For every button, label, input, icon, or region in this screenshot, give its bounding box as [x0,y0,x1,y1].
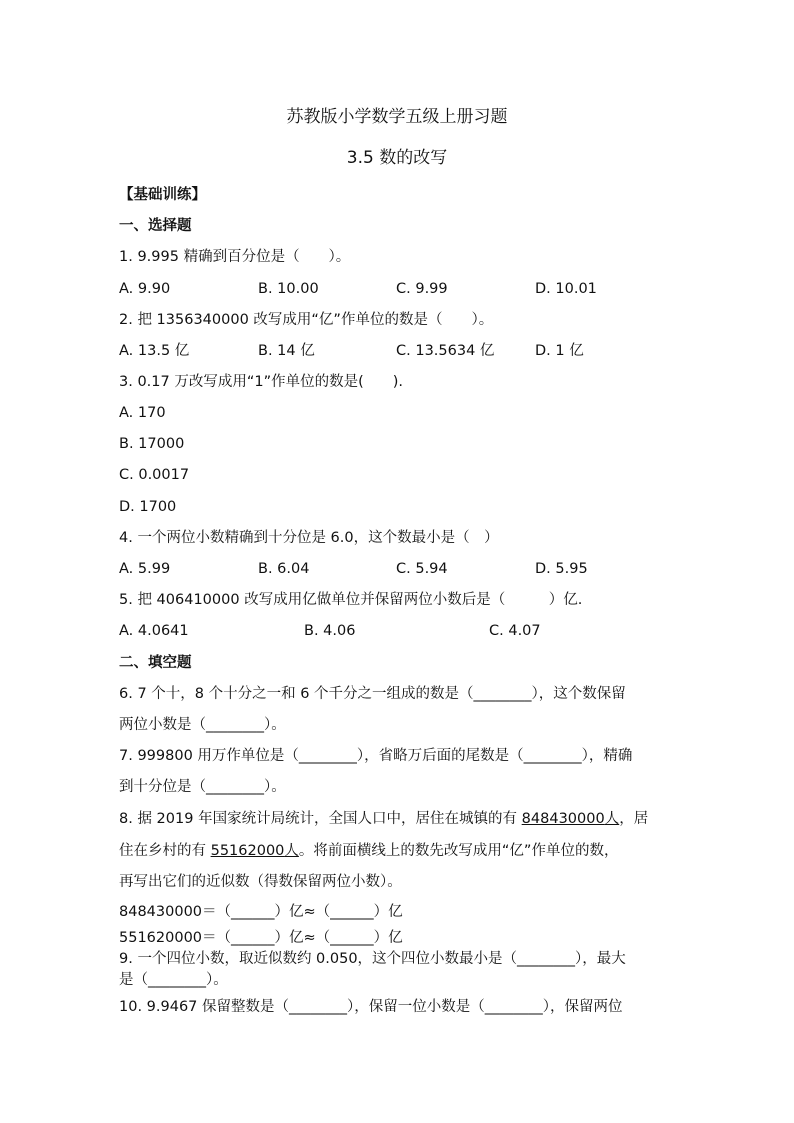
q1-option-a: A. 9.90 [119,281,171,297]
doc-title: 苏教版小学数学五级上册习题 [286,107,508,127]
q1-option-c: C. 9.99 [396,281,448,297]
q2-option-a: A. 13.5 亿 [119,343,190,359]
q2-option-c: C. 13.5634 亿 [396,343,495,359]
q3-stem: 3. 0.17 万改写成用“1”作单位的数是( ). [119,374,404,390]
q9-line2: 是（________）。 [119,972,228,988]
q3-option-d: D. 1700 [119,499,177,515]
q1-option-b: B. 10.00 [258,281,319,297]
q3-option-b: B. 17000 [119,436,185,452]
q8-rural-number: 55162000 [210,843,285,859]
q4-option-a: A. 5.99 [119,561,171,577]
q2-option-d: D. 1 亿 [535,343,584,359]
q8-urban-unit: 人 [604,811,620,827]
section-basic-training: 【基础训练】 [119,187,206,203]
q4-option-c: C. 5.94 [396,561,448,577]
part2-heading: 二、填空题 [119,655,192,671]
q10-line1: 10. 9.9467 保留整数是（________），保留一位小数是（________），保留两位 [119,999,623,1015]
q6-line2: 两位小数是（________）。 [119,717,286,733]
q4-option-b: B. 6.04 [258,561,310,577]
q8-equation2: 551620000＝（______）亿≈（______）亿 [119,930,403,946]
q4-stem: 4. 一个两位小数精确到十分位是 6.0，这个数最小是（ ） [119,530,499,546]
q5-option-c: C. 4.07 [489,623,541,639]
q8-line2 [119,842,794,860]
part1-heading: 一、选择题 [119,218,192,234]
q2-stem: 2. 把 1356340000 改写成用“亿”作单位的数是（ ）。 [119,312,494,328]
q8-line1-tail: ，居 [619,811,649,827]
q6-line1: 6. 7 个十，8 个十分之一和 6 个千分之一组成的数是（________），这个数保留 [119,686,626,702]
q3-option-a: A. 170 [119,405,166,421]
q2-option-b: B. 14 亿 [258,343,315,359]
q7-line2: 到十分位是（________）。 [119,779,286,795]
doc-subtitle: 3.5 数的改写 [346,148,448,168]
q5-option-b: B. 4.06 [304,623,356,639]
q8-equation1: 848430000＝（______）亿≈（______）亿 [119,904,403,920]
q8-line1 [119,810,794,828]
q8-line2-tail: 。将前面横线上的数先改写成用“亿”作单位的数， [298,843,619,859]
q8-line3: 再写出它们的近似数（得数保留两位小数）。 [119,874,402,890]
q9-line1: 9. 一个四位小数，取近似数约 0.050，这个四位小数最小是（________），最大 [119,951,626,967]
q8-rural-unit: 人 [284,843,299,859]
q8-urban-number: 848430000 [521,811,605,827]
q7-line1: 7. 999800 用万作单位是（________），省略万后面的尾数是（________），精确 [119,748,633,764]
q5-stem: 5. 把 406410000 改写成用亿做单位并保留两位小数后是（ ）亿. [119,592,583,608]
q5-option-a: A. 4.0641 [119,623,189,639]
q1-option-d: D. 10.01 [535,281,597,297]
q8-line2-text: 住在乡村的有 [119,843,211,859]
q4-option-d: D. 5.95 [535,561,588,577]
q1-stem: 1. 9.995 精确到百分位是（ ）。 [119,249,351,265]
q8-line1-text: 8. 据 2019 年国家统计局统计，全国人口中，居住在城镇的有 [119,811,522,827]
q3-option-c: C. 0.0017 [119,467,190,483]
